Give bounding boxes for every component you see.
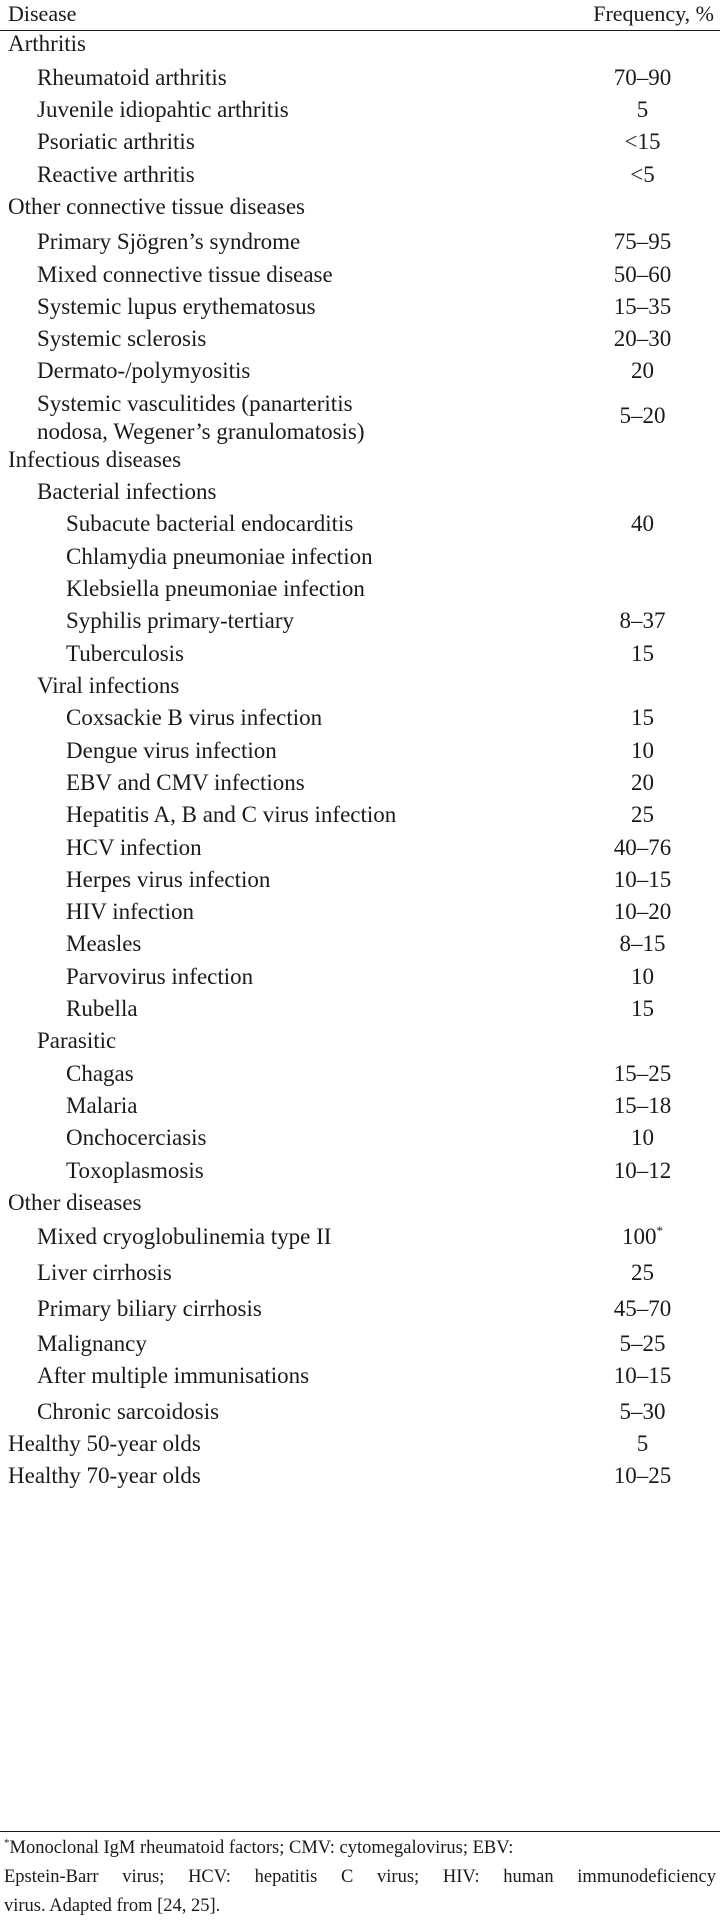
disease-label: Reactive arthritis [37,162,195,187]
frequency-number: 15 [631,705,654,730]
disease-label: Measles [66,931,142,956]
disease-label: Herpes virus infection [66,867,271,892]
frequency-number: 15 [631,641,654,666]
disease-label: Chlamydia pneumoniae infection [66,544,373,569]
disease-label: Arthritis [8,31,86,56]
table-bottom-rule [0,1831,720,1832]
disease-label: HIV infection [66,899,194,924]
disease-label: Hepatitis A, B and C virus infection [66,802,397,827]
frequency-value [560,228,720,256]
frequency-number: 20 [631,770,654,795]
footnote-mark: * [4,1837,10,1849]
frequency-number: 10–20 [613,899,672,924]
frequency-number: 5–20 [619,403,666,428]
frequency-number: 15–35 [613,294,672,319]
disease-label: Syphilis primary-tertiary [66,608,295,633]
frequency-number: 70–90 [613,65,672,90]
frequency-value [560,607,720,635]
disease-label: Bacterial infections [37,479,217,504]
frequency-value [560,357,720,385]
frequency-value [560,1362,720,1390]
frequency-value [560,1124,720,1152]
frequency-number: 15 [631,996,654,1021]
disease-label: Mixed connective tissue disease [37,262,333,287]
disease-label: Healthy 50-year olds [8,1431,201,1456]
frequency-value [560,737,720,765]
frequency-number: 8–37 [619,608,666,633]
frequency-value [560,64,720,92]
disease-label: Subacute bacterial endocarditis [66,511,354,536]
footnote-reference: * [656,1223,663,1238]
frequency-value [560,1462,720,1490]
frequency-value [560,1259,720,1287]
frequency-number: 100 [622,1224,657,1249]
frequency-number: 15–18 [613,1093,672,1118]
header-frequency: Frequency, % [593,1,714,26]
disease-label: Parvovirus infection [66,964,254,989]
disease-label: Chagas [66,1061,134,1086]
disease-label: Primary Sjögren’s syndrome [37,229,301,254]
disease-label: Rheumatoid arthritis [37,65,227,90]
frequency-number: 45–70 [613,1296,672,1321]
disease-label: Dengue virus infection [66,738,277,763]
disease-label: Psoriatic arthritis [37,129,195,154]
disease-label: HCV infection [66,835,202,860]
frequency-value [560,1060,720,1088]
disease-label: Malaria [66,1093,138,1118]
disease-label: Mixed cryoglobulinemia type II [37,1224,332,1249]
disease-label: Coxsackie B virus infection [66,705,323,730]
frequency-value [560,161,720,189]
disease-label: Dermato-/polymyositis [37,358,251,383]
frequency-number: 25 [631,1260,654,1285]
disease-label: After multiple immunisations [37,1363,310,1388]
frequency-number: 20 [631,358,654,383]
disease-label: Chronic sarcoidosis [37,1399,220,1424]
frequency-value [560,1295,720,1323]
frequency-value [560,1157,720,1185]
table-header [0,0,720,31]
disease-label: Systemic lupus erythematosus [37,294,316,319]
frequency-number: 50–60 [613,262,672,287]
disease-label: Systemic vasculitides (panarteritis [37,391,353,416]
frequency-value [560,1398,720,1426]
frequency-number: <15 [624,129,661,154]
frequency-number: 10 [631,738,654,763]
frequency-value [560,96,720,124]
footnote-line-1: *Monoclonal IgM rheumatoid factors; CMV: cytomegalovirus; EBV: [4,1837,514,1858]
frequency-value [560,128,720,156]
disease-label: Tuberculosis [66,641,184,666]
frequency-value [560,930,720,958]
frequency-value [560,769,720,797]
disease-label: Parasitic [37,1028,117,1053]
frequency-number: 10–12 [613,1158,672,1183]
frequency-number: 5 [636,1431,649,1456]
disease-label: Onchocerciasis [66,1125,207,1150]
frequency-value [560,402,720,430]
frequency-value [560,325,720,353]
frequency-value [560,995,720,1023]
frequency-number: 20–30 [613,326,672,351]
frequency-value [560,1430,720,1458]
disease-label: Malignancy [37,1331,147,1356]
disease-label: Other connective tissue diseases [8,194,305,219]
disease-label: Toxoplasmosis [66,1158,204,1183]
frequency-number: 10 [631,1125,654,1150]
frequency-value [560,963,720,991]
disease-label-continued: nodosa, Wegener’s granulomatosis) [37,419,365,444]
frequency-value [560,1092,720,1120]
disease-label: Infectious diseases [8,447,182,472]
disease-label: Systemic sclerosis [37,326,207,351]
frequency-number: 10 [631,964,654,989]
frequency-number: 40–76 [613,835,672,860]
disease-label: EBV and CMV infections [66,770,305,795]
frequency-number: 15–25 [613,1061,672,1086]
frequency-number: 10–15 [613,1363,672,1388]
frequency-number: 25 [631,802,654,827]
frequency-value [560,866,720,894]
disease-label: Other diseases [8,1190,142,1215]
disease-label: Liver cirrhosis [37,1260,172,1285]
frequency-value [560,510,720,538]
frequency-number: 10–15 [613,867,672,892]
disease-label: Klebsiella pneumoniae infection [66,576,365,601]
table-footnote [4,1834,716,1921]
frequency-number: 10–25 [613,1463,672,1488]
disease-label: Viral infections [37,673,180,698]
frequency-value [560,898,720,926]
disease-label: Juvenile idiopahtic arthritis [37,97,289,122]
frequency-number: 5–25 [619,1331,666,1356]
footnote-line-2: Epstein-Barr virus; HCV: hepatitis C virus; HIV: human immunodeficiency [4,1867,716,1887]
frequency-number: 40 [631,511,654,536]
frequency-value [560,801,720,829]
frequency-value [560,640,720,668]
frequency-number: 5–30 [619,1399,666,1424]
footnote-line-3: virus. Adapted from [24, 25]. [4,1896,221,1916]
frequency-value [560,1223,720,1251]
disease-label: Rubella [66,996,138,1021]
header-disease: Disease [8,1,77,26]
frequency-value [560,704,720,732]
frequency-value [560,834,720,862]
disease-label: Primary biliary cirrhosis [37,1296,262,1321]
frequency-value [560,261,720,289]
frequency-number: 8–15 [619,931,666,956]
frequency-number: 75–95 [613,229,672,254]
frequency-number: 5 [636,97,649,122]
frequency-value [560,1330,720,1358]
frequency-number: <5 [630,162,655,187]
disease-label: Healthy 70-year olds [8,1463,201,1488]
frequency-value [560,293,720,321]
